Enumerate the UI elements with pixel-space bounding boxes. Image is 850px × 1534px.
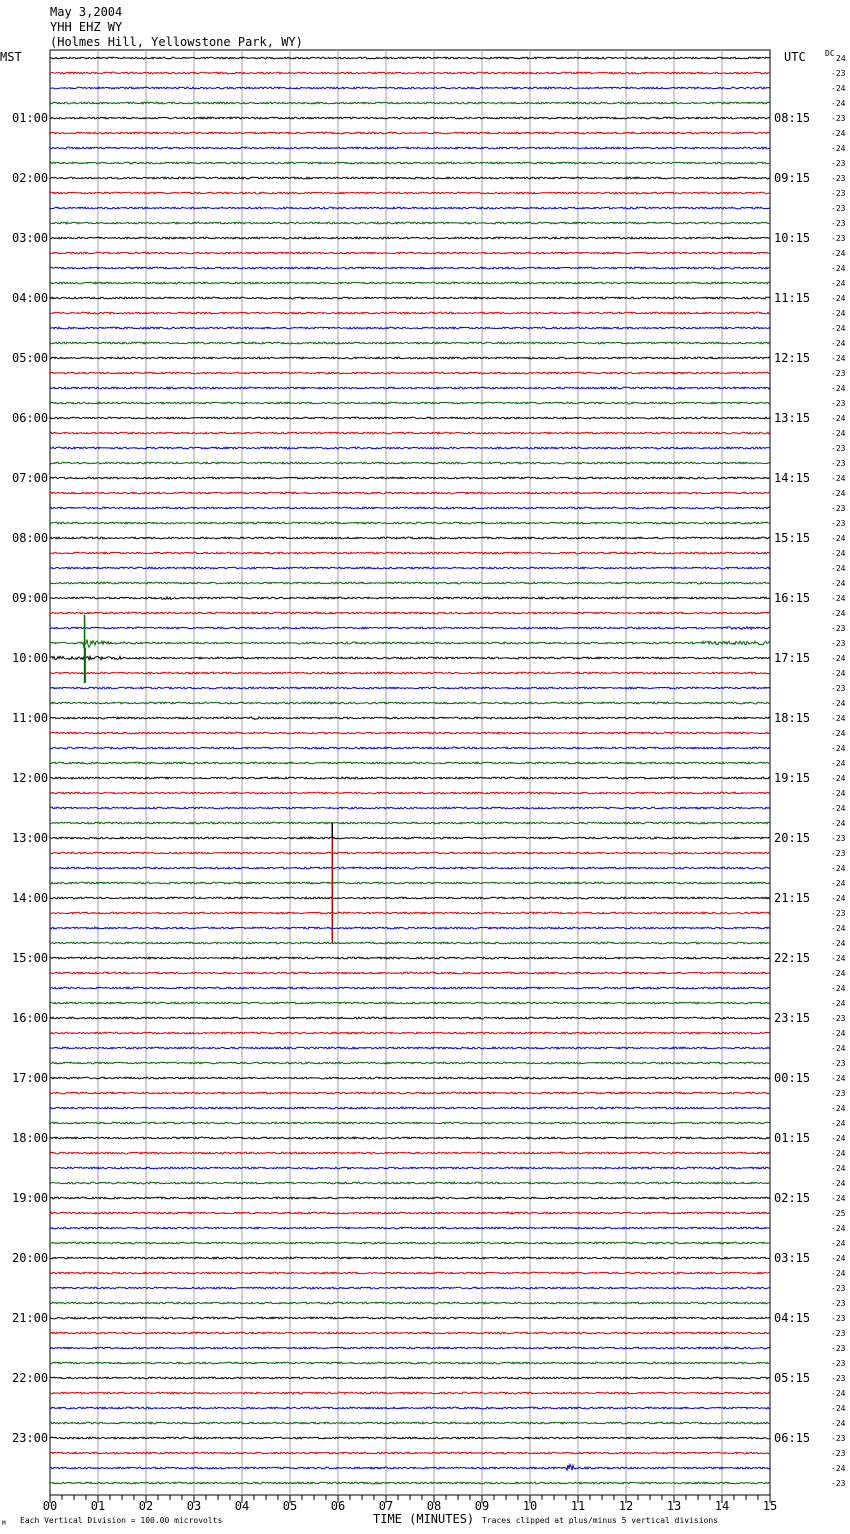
- trace-row: [50, 417, 770, 419]
- dc-offset-label: -24: [831, 1179, 846, 1188]
- left-hour-label: 06:00: [12, 411, 49, 425]
- left-hour-label: 12:00: [12, 771, 49, 785]
- trace-row: [50, 147, 770, 149]
- trace-row: [50, 57, 770, 59]
- dc-offset-label: -23: [831, 159, 846, 168]
- x-tick-label: 09: [474, 1499, 490, 1513]
- dc-offset-label: -24: [831, 1029, 846, 1038]
- trace-row: [50, 1422, 770, 1424]
- trace-row: [50, 612, 770, 614]
- right-hour-label: 21:15: [774, 891, 811, 905]
- dc-offset-label: -24: [831, 384, 846, 393]
- dc-offset-label: -23: [831, 189, 846, 198]
- trace-row: [50, 117, 770, 119]
- dc-offset-label: -24: [831, 1389, 846, 1398]
- x-tick-label: 05: [282, 1499, 298, 1513]
- trace-row: [50, 282, 770, 284]
- dc-offset-label: -24: [831, 534, 846, 543]
- trace-row: [50, 1272, 770, 1274]
- dc-offset-label: -23: [831, 834, 846, 843]
- trace-row: [50, 447, 770, 449]
- dc-offset-label: -23: [831, 1434, 846, 1443]
- dc-offset-label: -24: [831, 324, 846, 333]
- left-hour-label: 04:00: [12, 291, 49, 305]
- trace-row: [50, 640, 770, 649]
- trace-row: [50, 1392, 770, 1394]
- right-hour-labels: [774, 111, 810, 1445]
- trace-row: [50, 462, 770, 464]
- trace-row: [50, 1332, 770, 1334]
- right-hour-label: 06:15: [774, 1431, 811, 1445]
- trace-row: [50, 1107, 770, 1109]
- right-hour-label: 19:15: [774, 771, 811, 785]
- trace-row: [50, 1182, 770, 1184]
- trace-row: [50, 1317, 770, 1319]
- right-hour-label: 09:15: [774, 171, 811, 185]
- trace-row: [50, 552, 770, 554]
- right-hour-label: 05:15: [774, 1371, 811, 1385]
- x-tick-label: 06: [330, 1499, 346, 1513]
- trace-row: [50, 522, 770, 524]
- dc-offset-label: -24: [831, 1404, 846, 1413]
- left-hour-label: 08:00: [12, 531, 49, 545]
- clip-note: Traces clipped at plus/minus 5 vertical divisions: [482, 1516, 719, 1525]
- dc-offset-label: -24: [831, 1074, 846, 1083]
- trace-row: [50, 1227, 770, 1229]
- x-tick-label: 04: [234, 1499, 250, 1513]
- left-zone-label: MST: [0, 50, 22, 64]
- dc-offset-label: -24: [831, 1419, 846, 1428]
- right-hour-label: 08:15: [774, 111, 811, 125]
- right-hour-label: 11:15: [774, 291, 811, 305]
- left-hour-label: 15:00: [12, 951, 49, 965]
- dc-offset-label: -24: [831, 1269, 846, 1278]
- trace-row: [50, 762, 770, 764]
- dc-offset-label: -24: [831, 564, 846, 573]
- dc-offset-label: -24: [831, 669, 846, 678]
- right-hour-label: 20:15: [774, 831, 811, 845]
- trace-row: [50, 237, 770, 239]
- trace-row: [50, 567, 770, 569]
- left-hour-label: 17:00: [12, 1071, 49, 1085]
- right-hour-label: 22:15: [774, 951, 811, 965]
- trace-row: [50, 1062, 770, 1064]
- x-tick-label: 15: [762, 1499, 778, 1513]
- right-zone-label: UTC: [784, 50, 806, 64]
- dc-offset-label: -23: [831, 639, 846, 648]
- trace-row: [50, 1464, 770, 1470]
- trace-row: [50, 852, 770, 854]
- trace-row: [50, 432, 770, 434]
- left-hour-label: 20:00: [12, 1251, 49, 1265]
- dc-offset-label: -24: [831, 1239, 846, 1248]
- dc-offset-label: -24: [831, 99, 846, 108]
- dc-offset-label: -23: [831, 1059, 846, 1068]
- left-hour-label: 02:00: [12, 171, 49, 185]
- dc-offset-label: -24: [831, 474, 846, 483]
- trace-row: [50, 537, 770, 539]
- trace-row: [50, 687, 770, 689]
- trace-row: [50, 1017, 770, 1019]
- trace-row: [50, 717, 770, 720]
- dc-offset-label: -24: [831, 894, 846, 903]
- trace-row: [50, 492, 770, 494]
- trace-row: [50, 627, 770, 630]
- trace-row: [50, 1362, 770, 1364]
- left-hour-label: 03:00: [12, 231, 49, 245]
- left-hour-label: 11:00: [12, 711, 49, 725]
- dc-offset-label: -24: [831, 579, 846, 588]
- dc-offset-label: -24: [831, 129, 846, 138]
- traces: [50, 57, 770, 1484]
- left-hour-label: 23:00: [12, 1431, 49, 1445]
- dc-offset-label: -24: [831, 294, 846, 303]
- dc-offset-label: -24: [831, 279, 846, 288]
- x-tick-label: 10: [522, 1499, 538, 1513]
- trace-row: [50, 792, 770, 794]
- trace-row: [50, 87, 770, 89]
- x-axis-label: TIME (MINUTES): [373, 1512, 475, 1526]
- dc-offset-labels: [831, 54, 846, 1488]
- right-hour-label: 15:15: [774, 531, 811, 545]
- right-hour-label: 02:15: [774, 1191, 811, 1205]
- dc-offset-label: -23: [831, 849, 846, 858]
- dc-offset-label: -24: [831, 954, 846, 963]
- dc-offset-label: -23: [831, 1449, 846, 1458]
- trace-row: [50, 777, 770, 779]
- x-tick-label: 12: [618, 1499, 634, 1513]
- dc-offset-label: -24: [831, 249, 846, 258]
- x-tick-label: 14: [714, 1499, 730, 1513]
- trace-row: [50, 342, 770, 344]
- right-hour-label: 00:15: [774, 1071, 811, 1085]
- dc-offset-label: -23: [831, 1359, 846, 1368]
- trace-row: [50, 1287, 770, 1289]
- trace-row: [50, 1167, 770, 1169]
- trace-row: [50, 867, 770, 869]
- dc-offset-label: -23: [831, 69, 846, 78]
- dc-offset-label: -24: [831, 984, 846, 993]
- trace-row: [50, 1032, 770, 1034]
- trace-row: [50, 102, 770, 104]
- dc-offset-label: -23: [831, 1314, 846, 1323]
- trace-row: [50, 357, 770, 359]
- dc-offset-label: -23: [831, 1299, 846, 1308]
- dc-offset-label: -23: [831, 444, 846, 453]
- dc-offset-label: -23: [831, 1089, 846, 1098]
- trace-row: [50, 1452, 770, 1454]
- trace-row: [50, 582, 770, 584]
- plot-frame: [50, 50, 770, 1495]
- dc-offset-label: -24: [831, 609, 846, 618]
- x-tick-label: 01: [90, 1499, 106, 1513]
- trace-row: [50, 672, 770, 674]
- dc-offset-label: -24: [831, 864, 846, 873]
- right-hour-label: 16:15: [774, 591, 811, 605]
- dc-offset-label: -24: [831, 999, 846, 1008]
- scale-note: Each Vertical Division = 100.00 microvolts: [20, 1516, 223, 1525]
- dc-offset-label: -24: [831, 549, 846, 558]
- trace-row: [50, 327, 770, 329]
- x-tick-label: 13: [666, 1499, 682, 1513]
- trace-row: [50, 1437, 770, 1439]
- dc-offset-label: -23: [831, 1344, 846, 1353]
- trace-row: [50, 1212, 770, 1214]
- dc-offset-label: -23: [831, 174, 846, 183]
- right-hour-label: 01:15: [774, 1131, 811, 1145]
- dc-offset-label: -23: [831, 1014, 846, 1023]
- trace-row: [50, 177, 770, 179]
- trace-row: [50, 656, 770, 659]
- dc-offset-label: -23: [831, 1284, 846, 1293]
- trace-row: [50, 252, 770, 254]
- grid: [50, 50, 770, 1495]
- dc-offset-label: -24: [831, 354, 846, 363]
- dc-offset-label: -23: [831, 369, 846, 378]
- trace-row: [50, 927, 770, 929]
- dc-offset-label: -24: [831, 309, 846, 318]
- dc-offset-label: -23: [831, 234, 846, 243]
- dc-offset-label: -24: [831, 1149, 846, 1158]
- trace-row: [50, 507, 770, 509]
- dc-offset-label: -24: [831, 819, 846, 828]
- trace-row: [50, 372, 770, 374]
- trace-row: [50, 477, 770, 479]
- header-date: May 3,2004: [50, 5, 123, 19]
- trace-row: [50, 942, 770, 944]
- trace-row: [50, 402, 770, 404]
- left-hour-label: 01:00: [12, 111, 49, 125]
- right-hour-label: 14:15: [774, 471, 811, 485]
- dc-offset-label: -24: [831, 84, 846, 93]
- left-hour-label: 16:00: [12, 1011, 49, 1025]
- trace-row: [50, 957, 770, 959]
- right-hour-label: 04:15: [774, 1311, 811, 1325]
- left-hour-label: 07:00: [12, 471, 49, 485]
- dc-offset-label: -23: [831, 219, 846, 228]
- dc-offset-label: -24: [831, 729, 846, 738]
- dc-offset-label: -24: [831, 759, 846, 768]
- left-hour-label: 05:00: [12, 351, 49, 365]
- trace-row: [50, 1377, 770, 1379]
- trace-row: [50, 1152, 770, 1154]
- trace-row: [50, 597, 770, 599]
- x-tick-label: 08: [426, 1499, 442, 1513]
- left-hour-label: 18:00: [12, 1131, 49, 1145]
- trace-row: [50, 1092, 770, 1094]
- dc-offset-label: -24: [831, 789, 846, 798]
- dc-offset-label: -24: [831, 594, 846, 603]
- dc-offset-label: -23: [831, 909, 846, 918]
- trace-row: [50, 732, 770, 734]
- trace-row: [50, 1302, 770, 1304]
- dc-offset-label: -24: [831, 489, 846, 498]
- x-tick-label: 07: [378, 1499, 394, 1513]
- dc-offset-label: -24: [831, 1224, 846, 1233]
- dc-offset-label: -24: [831, 429, 846, 438]
- dc-offset-label: -24: [831, 804, 846, 813]
- dc-offset-label: -24: [831, 264, 846, 273]
- x-tick-label: 11: [570, 1499, 586, 1513]
- trace-row: [50, 132, 770, 134]
- right-hour-label: 17:15: [774, 651, 811, 665]
- trace-row: [50, 1242, 770, 1244]
- dc-label: DC: [825, 49, 835, 58]
- trace-row: [50, 207, 770, 209]
- left-hour-label: 22:00: [12, 1371, 49, 1385]
- header-location: (Holmes Hill, Yellowstone Park, WY): [50, 35, 303, 49]
- x-tick-label: 02: [138, 1499, 154, 1513]
- left-hour-label: 14:00: [12, 891, 49, 905]
- right-hour-label: 23:15: [774, 1011, 811, 1025]
- dc-offset-label: -23: [831, 114, 846, 123]
- dc-offset-label: -24: [831, 144, 846, 153]
- trace-row: [50, 807, 770, 809]
- right-hour-label: 13:15: [774, 411, 811, 425]
- dc-offset-label: -24: [831, 339, 846, 348]
- dc-offset-label: -23: [831, 504, 846, 513]
- dc-offset-label: -24: [831, 699, 846, 708]
- dc-offset-label: -23: [831, 1479, 846, 1488]
- dc-offset-label: -23: [831, 1329, 846, 1338]
- dc-offset-label: -24: [831, 879, 846, 888]
- trace-row: [50, 72, 770, 74]
- left-hour-label: 10:00: [12, 651, 49, 665]
- dc-offset-label: -24: [831, 924, 846, 933]
- trace-row: [50, 987, 770, 989]
- left-hour-labels: [12, 111, 48, 1445]
- trace-row: [50, 387, 770, 389]
- header-station: YHH EHZ WY: [50, 20, 123, 34]
- x-tick-label: 00: [42, 1499, 58, 1513]
- trace-row: [50, 1122, 770, 1124]
- dc-offset-label: -24: [831, 1164, 846, 1173]
- right-hour-label: 03:15: [774, 1251, 811, 1265]
- dc-offset-label: -24: [831, 654, 846, 663]
- trace-row: [50, 1047, 770, 1049]
- dc-offset-label: -24: [831, 1254, 846, 1263]
- dc-offset-label: -24: [831, 969, 846, 978]
- dc-offset-label: -23: [831, 459, 846, 468]
- x-axis: [43, 1495, 777, 1513]
- right-hour-label: 10:15: [774, 231, 811, 245]
- trace-row: [50, 1077, 770, 1079]
- trace-row: [50, 222, 770, 224]
- trace-row: [50, 1197, 770, 1199]
- dc-offset-label: -24: [831, 1104, 846, 1113]
- trace-row: [50, 1347, 770, 1349]
- left-hour-label: 19:00: [12, 1191, 49, 1205]
- dc-offset-label: -24: [831, 939, 846, 948]
- trace-row: [50, 1002, 770, 1004]
- trace-row: [50, 297, 770, 299]
- dc-offset-label: -23: [831, 684, 846, 693]
- dc-offset-label: 24: [836, 54, 846, 63]
- left-hour-label: 21:00: [12, 1311, 49, 1325]
- trace-row: [50, 837, 770, 839]
- trace-row: [50, 702, 770, 704]
- trace-row: [50, 1482, 770, 1484]
- trace-row: [50, 1137, 770, 1139]
- corner-mark: M: [2, 1520, 6, 1527]
- dc-offset-label: -24: [831, 1194, 846, 1203]
- trace-row: [50, 882, 770, 884]
- dc-offset-label: -23: [831, 519, 846, 528]
- trace-row: [50, 192, 770, 194]
- trace-row: [50, 312, 770, 314]
- trace-row: [50, 822, 770, 824]
- trace-row: [50, 897, 770, 899]
- trace-row: [50, 162, 770, 164]
- trace-row: [50, 1257, 770, 1259]
- dc-offset-label: -24: [831, 1119, 846, 1128]
- dc-offset-label: -25: [831, 1209, 846, 1218]
- x-tick-label: 03: [186, 1499, 202, 1513]
- trace-row: [50, 267, 770, 269]
- right-hour-label: 12:15: [774, 351, 811, 365]
- dc-offset-label: -23: [831, 624, 846, 633]
- dc-offset-label: -23: [831, 399, 846, 408]
- left-hour-label: 13:00: [12, 831, 49, 845]
- trace-row: [50, 912, 770, 914]
- dc-offset-label: -24: [831, 1134, 846, 1143]
- trace-row: [50, 972, 770, 974]
- trace-row: [50, 1407, 770, 1409]
- dc-offset-label: -24: [831, 1464, 846, 1473]
- dc-offset-label: -24: [831, 1044, 846, 1053]
- dc-offset-label: -24: [831, 414, 846, 423]
- trace-row: [50, 747, 770, 749]
- dc-offset-label: -24: [831, 714, 846, 723]
- left-hour-label: 09:00: [12, 591, 49, 605]
- dc-offset-label: -23: [831, 1374, 846, 1383]
- dc-offset-label: -24: [831, 744, 846, 753]
- right-hour-label: 18:15: [774, 711, 811, 725]
- dc-offset-label: -23: [831, 204, 846, 213]
- dc-offset-label: -24: [831, 774, 846, 783]
